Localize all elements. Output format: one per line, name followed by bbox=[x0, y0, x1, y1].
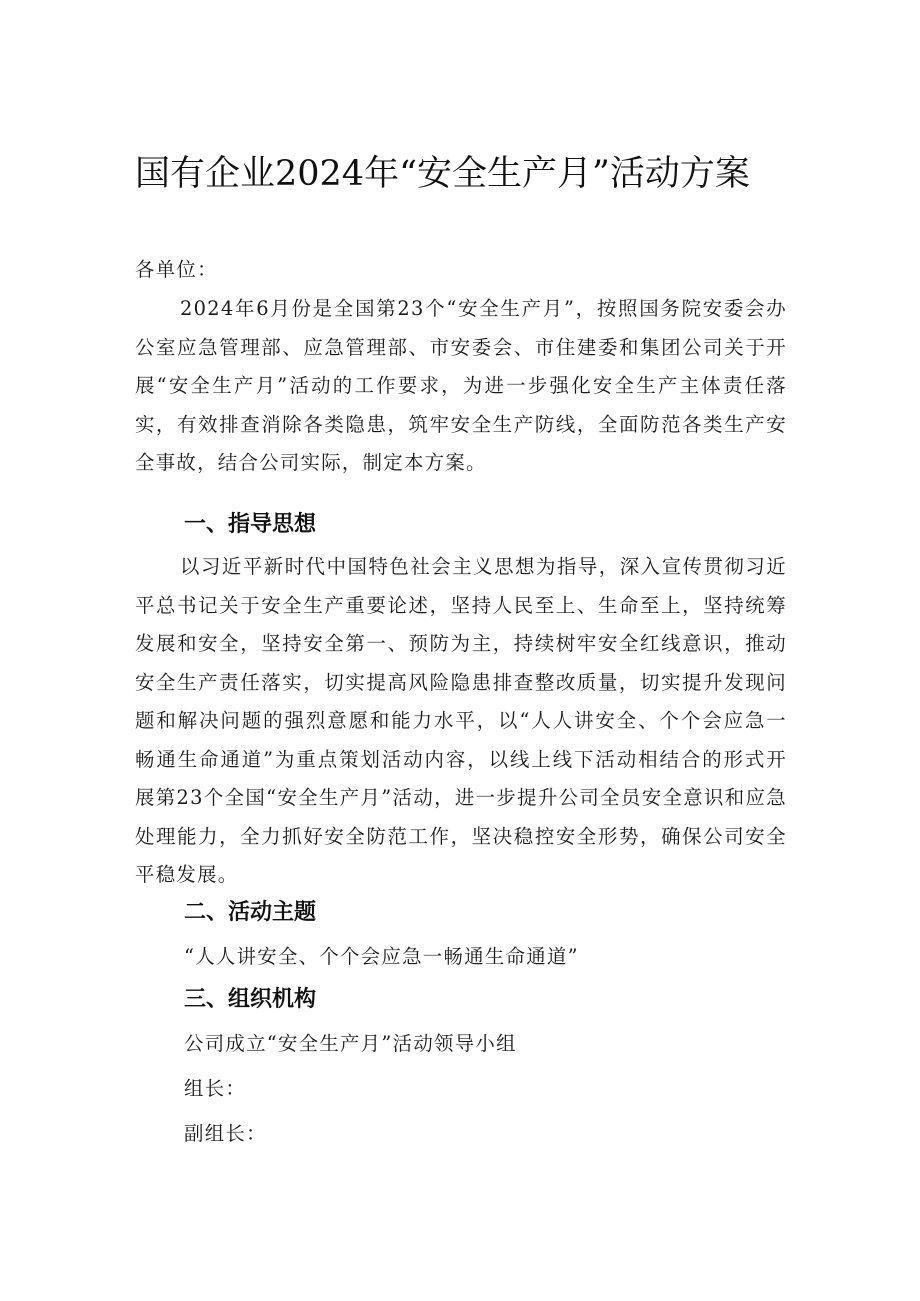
section-heading-activity-theme: 二、活动主题 bbox=[184, 900, 317, 925]
activity-theme-text: “人人讲安全、个个会应急一畅通生命通道” bbox=[184, 945, 579, 968]
section-heading-organization: 三、组织机构 bbox=[184, 987, 317, 1012]
section-heading-guiding-ideology: 一、指导思想 bbox=[184, 512, 317, 537]
deputy-leader-label: 副组长： bbox=[184, 1122, 267, 1145]
salutation: 各单位： bbox=[135, 258, 218, 281]
guiding-ideology-paragraph: 以习近平新时代中国特色社会主义思想为指导，深入宣传贯彻习近平总书记关于安全生产重要论述，坚持人民至上、生命至上，坚持统筹发展和安全，坚持安全第一、预防为主，持续树牢安全红线意识，推动安全生产责任落实，切实提高风险隐患排查整改质量，切实提升发现问题和解决问题的强烈意愿和能力水平，以“人人讲安全、个个会应急一畅通生命通道”为重点策划活动内容，以线上线下活动相结合的形式开展第23个全国“安全生产月”活动，进一步提升公司全员安全意识和应急处理能力，全力抓好安全防范工作，坚决稳控安全形势，确保公司安全平稳发展。 bbox=[135, 555, 787, 886]
organization-text: 公司成立“安全生产月”活动领导小组 bbox=[184, 1032, 517, 1055]
intro-paragraph: 2024年6月份是全国第23个“安全生产月”，按照国务院安委会办公室应急管理部、应急管理部、市安委会、市住建委和集团公司关于开展“安全生产月”活动的工作要求，为进一步强化安全生产主体责任落实，有效排查消除各类隐患，筑牢安全生产防线，全面防范各类生产安全事故，结合公司实际，制定本方案。 bbox=[135, 297, 787, 474]
document-title: 国有企业2024年“安全生产月”活动方案 bbox=[135, 154, 750, 194]
group-leader-label: 组长： bbox=[184, 1077, 247, 1100]
